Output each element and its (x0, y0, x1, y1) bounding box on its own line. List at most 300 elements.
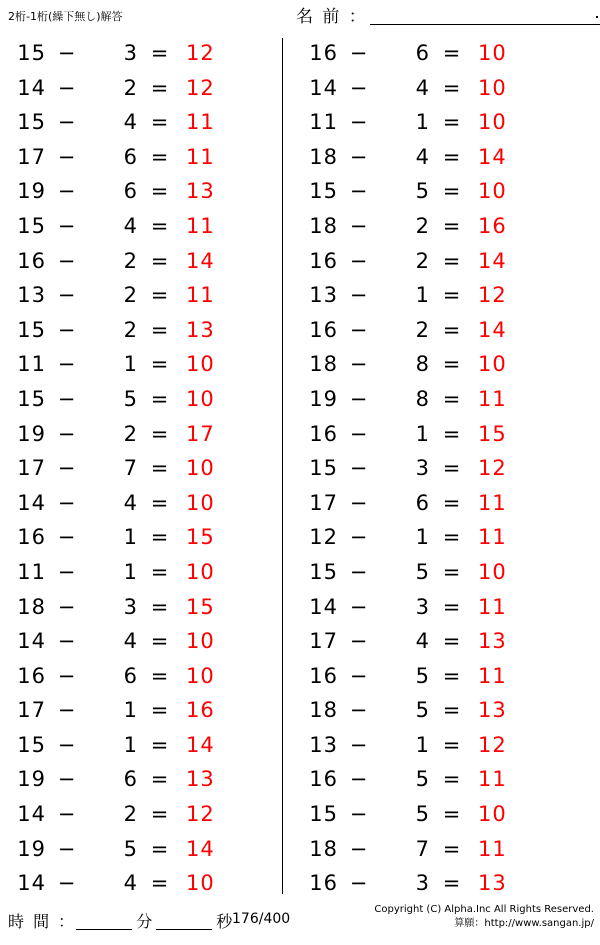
problem-row (0, 797, 282, 832)
minus-operator-icon: − (57, 421, 77, 446)
operand-second: 1 (415, 421, 430, 446)
equals-operator-icon: = (442, 456, 462, 481)
minus-operator-icon: − (57, 110, 77, 135)
equals-operator-icon: = (442, 352, 462, 377)
time-field-group (8, 909, 236, 932)
minus-operator-icon: − (57, 559, 77, 584)
operand-second: 7 (415, 836, 430, 861)
problem-row (292, 624, 574, 659)
answer-value[interactable]: 10 (478, 179, 507, 204)
problem-row (0, 174, 282, 209)
minus-operator-icon: − (349, 283, 369, 308)
operand-second: 3 (415, 456, 430, 481)
answer-value[interactable]: 11 (186, 144, 215, 169)
minus-operator-icon: − (57, 698, 77, 723)
answer-value[interactable]: 12 (478, 283, 507, 308)
minus-operator-icon: − (57, 179, 77, 204)
answer-value[interactable]: 12 (186, 802, 215, 827)
equals-operator-icon: = (442, 41, 462, 65)
equals-operator-icon: = (442, 490, 462, 515)
operand-first: 14 (17, 75, 46, 100)
minus-operator-icon: − (349, 836, 369, 861)
operand-first: 11 (309, 110, 338, 135)
equals-operator-icon: = (150, 525, 170, 550)
answer-value[interactable]: 14 (186, 248, 215, 273)
operand-first: 19 (17, 767, 46, 792)
equals-operator-icon: = (150, 179, 170, 204)
operand-first: 15 (17, 386, 46, 411)
operand-second: 4 (123, 629, 138, 654)
copyright-line-2: 算願：http://www.sangan.jp/ (454, 918, 594, 929)
problem-row (292, 278, 574, 313)
operand-second: 2 (123, 283, 138, 308)
problem-row (292, 417, 574, 452)
operand-first: 17 (309, 490, 338, 515)
answer-value[interactable]: 10 (186, 629, 215, 654)
operand-second: 5 (415, 802, 430, 827)
operand-first: 15 (309, 456, 338, 481)
operand-second: 5 (415, 663, 430, 688)
answer-value[interactable]: 12 (186, 75, 215, 100)
answer-value[interactable]: 11 (478, 767, 507, 792)
answer-value[interactable]: 10 (186, 663, 215, 688)
equals-operator-icon: = (442, 144, 462, 169)
problem-row (292, 347, 574, 382)
second-unit-label: 秒 (216, 912, 233, 931)
minus-operator-icon: − (349, 698, 369, 723)
answer-value[interactable]: 10 (186, 490, 215, 515)
operand-second: 5 (123, 836, 138, 861)
equals-operator-icon: = (150, 213, 170, 238)
operand-second: 6 (123, 663, 138, 688)
minus-operator-icon: − (349, 213, 369, 238)
equals-operator-icon: = (150, 802, 170, 827)
minus-operator-icon: − (349, 386, 369, 411)
minus-operator-icon: − (57, 75, 77, 100)
operand-second: 3 (415, 871, 430, 896)
equals-operator-icon: = (150, 767, 170, 792)
operand-second: 1 (415, 732, 430, 757)
problem-row (0, 451, 282, 486)
answer-value[interactable]: 10 (478, 75, 507, 100)
answer-value[interactable]: 10 (478, 352, 507, 377)
minus-operator-icon: − (57, 490, 77, 515)
operand-first: 15 (17, 317, 46, 342)
problem-row (292, 174, 574, 209)
operand-second: 1 (415, 283, 430, 308)
answer-value[interactable]: 13 (186, 179, 215, 204)
minus-operator-icon: − (57, 248, 77, 273)
equals-operator-icon: = (442, 317, 462, 342)
problem-row (292, 555, 574, 590)
answer-value[interactable]: 13 (478, 871, 507, 896)
minus-operator-icon: − (349, 490, 369, 515)
equals-operator-icon: = (150, 283, 170, 308)
operand-second: 3 (123, 41, 138, 65)
operand-first: 16 (309, 41, 338, 65)
operand-first: 15 (309, 802, 338, 827)
equals-operator-icon: = (150, 594, 170, 619)
equals-operator-icon: = (150, 732, 170, 757)
problem-row (292, 797, 574, 832)
answer-value[interactable]: 13 (478, 698, 507, 723)
minutes-input-line[interactable] (76, 912, 132, 930)
operand-first: 19 (17, 179, 46, 204)
equals-operator-icon: = (442, 283, 462, 308)
operand-second: 8 (415, 386, 430, 411)
minus-operator-icon: − (57, 213, 77, 238)
minus-operator-icon: − (57, 871, 77, 896)
operand-first: 18 (309, 698, 338, 723)
answer-value[interactable]: 16 (186, 698, 215, 723)
worksheet-header (0, 0, 600, 34)
problem-row (0, 278, 282, 313)
problem-row (0, 36, 282, 71)
minus-operator-icon: − (349, 871, 369, 896)
minus-operator-icon: − (349, 110, 369, 135)
equals-operator-icon: = (150, 110, 170, 135)
answer-value[interactable]: 14 (478, 317, 507, 342)
equals-operator-icon: = (442, 525, 462, 550)
answer-value[interactable]: 14 (478, 248, 507, 273)
minus-operator-icon: − (349, 767, 369, 792)
equals-operator-icon: = (442, 559, 462, 584)
operand-first: 17 (17, 698, 46, 723)
minus-operator-icon: − (349, 663, 369, 688)
operand-second: 1 (123, 732, 138, 757)
operand-second: 2 (123, 75, 138, 100)
operand-second: 4 (415, 144, 430, 169)
minus-operator-icon: − (57, 456, 77, 481)
equals-operator-icon: = (442, 75, 462, 100)
equals-operator-icon: = (442, 421, 462, 446)
problem-row (292, 209, 574, 244)
problem-row (0, 832, 282, 867)
problem-row (0, 659, 282, 694)
operand-first: 17 (309, 629, 338, 654)
problem-row (0, 590, 282, 625)
answer-value[interactable]: 14 (186, 732, 215, 757)
equals-operator-icon: = (150, 144, 170, 169)
operand-second: 2 (123, 248, 138, 273)
equals-operator-icon: = (150, 421, 170, 446)
operand-first: 16 (309, 871, 338, 896)
operand-second: 5 (123, 386, 138, 411)
equals-operator-icon: = (150, 629, 170, 654)
operand-first: 18 (309, 213, 338, 238)
operand-second: 1 (123, 698, 138, 723)
operand-first: 14 (17, 629, 46, 654)
worksheet-footer (0, 899, 600, 945)
operand-first: 19 (17, 421, 46, 446)
equals-operator-icon: = (442, 836, 462, 861)
problem-row (292, 486, 574, 521)
operand-first: 18 (309, 352, 338, 377)
operand-second: 3 (123, 594, 138, 619)
equals-operator-icon: = (442, 110, 462, 135)
operand-second: 1 (123, 525, 138, 550)
problem-row (0, 693, 282, 728)
name-input-line[interactable] (370, 5, 600, 25)
operand-first: 14 (309, 594, 338, 619)
operand-second: 6 (123, 144, 138, 169)
problem-row (0, 244, 282, 279)
answer-value[interactable]: 12 (478, 456, 507, 481)
operand-first: 16 (309, 317, 338, 342)
answer-value[interactable]: 12 (186, 41, 215, 65)
equals-operator-icon: = (150, 871, 170, 896)
problem-row (292, 866, 574, 901)
equals-operator-icon: = (150, 663, 170, 688)
problem-columns (0, 36, 600, 902)
operand-first: 15 (309, 559, 338, 584)
operand-first: 17 (17, 144, 46, 169)
answer-value[interactable]: 11 (478, 663, 507, 688)
equals-operator-icon: = (150, 352, 170, 377)
minus-operator-icon: − (349, 352, 369, 377)
operand-second: 4 (123, 490, 138, 515)
operand-first: 15 (17, 110, 46, 135)
problem-row (0, 762, 282, 797)
name-line-end-dot (596, 16, 598, 18)
equals-operator-icon: = (150, 248, 170, 273)
operand-first: 11 (17, 559, 46, 584)
operand-first: 14 (17, 871, 46, 896)
operand-first: 15 (17, 732, 46, 757)
answer-value[interactable]: 10 (186, 386, 215, 411)
answer-value[interactable]: 15 (186, 525, 215, 550)
equals-operator-icon: = (442, 767, 462, 792)
problem-row (292, 36, 574, 71)
problem-row (0, 313, 282, 348)
minus-operator-icon: − (349, 248, 369, 273)
name-label: 名 前 ： (296, 7, 368, 27)
operand-second: 4 (123, 871, 138, 896)
operand-first: 16 (17, 248, 46, 273)
answer-value[interactable]: 11 (478, 490, 507, 515)
answer-value[interactable]: 15 (478, 421, 507, 446)
answer-value[interactable]: 10 (186, 559, 215, 584)
problem-row (0, 486, 282, 521)
answer-value[interactable]: 10 (478, 559, 507, 584)
operand-first: 16 (17, 663, 46, 688)
operand-second: 2 (123, 802, 138, 827)
column-divider (282, 38, 283, 894)
answer-value[interactable]: 10 (186, 456, 215, 481)
operand-second: 2 (415, 248, 430, 273)
minus-operator-icon: − (57, 802, 77, 827)
equals-operator-icon: = (442, 663, 462, 688)
answer-value[interactable]: 13 (186, 317, 215, 342)
answer-value[interactable]: 11 (186, 213, 215, 238)
answer-value[interactable]: 14 (186, 836, 215, 861)
problem-row (0, 209, 282, 244)
operand-second: 5 (415, 179, 430, 204)
equals-operator-icon: = (442, 179, 462, 204)
minus-operator-icon: − (349, 594, 369, 619)
operand-first: 17 (17, 456, 46, 481)
problem-row (292, 659, 574, 694)
operand-first: 16 (309, 248, 338, 273)
answer-value[interactable]: 11 (186, 283, 215, 308)
minus-operator-icon: − (349, 732, 369, 757)
problem-row (292, 244, 574, 279)
answer-value[interactable]: 10 (186, 352, 215, 377)
operand-second: 5 (415, 767, 430, 792)
operand-second: 5 (415, 698, 430, 723)
minus-operator-icon: − (57, 732, 77, 757)
equals-operator-icon: = (150, 386, 170, 411)
operand-second: 4 (415, 629, 430, 654)
operand-second: 2 (415, 317, 430, 342)
equals-operator-icon: = (442, 698, 462, 723)
operand-second: 3 (415, 594, 430, 619)
answer-value[interactable]: 13 (186, 767, 215, 792)
problem-row (0, 728, 282, 763)
operand-second: 6 (415, 490, 430, 515)
operand-first: 18 (309, 836, 338, 861)
problem-row (0, 347, 282, 382)
operand-first: 15 (309, 179, 338, 204)
problem-column-left (0, 36, 282, 901)
minus-operator-icon: − (349, 629, 369, 654)
name-field-group (296, 2, 600, 27)
operand-second: 2 (123, 317, 138, 342)
answer-value[interactable]: 10 (186, 871, 215, 896)
operand-second: 1 (415, 110, 430, 135)
operand-second: 6 (123, 179, 138, 204)
problem-row (0, 866, 282, 901)
answer-value[interactable]: 12 (478, 732, 507, 757)
page-number: 176/400 (232, 911, 291, 927)
problem-row (292, 451, 574, 486)
minus-operator-icon: − (57, 41, 77, 65)
minus-operator-icon: − (57, 629, 77, 654)
answer-value[interactable]: 10 (478, 802, 507, 827)
operand-second: 4 (123, 213, 138, 238)
equals-operator-icon: = (442, 802, 462, 827)
equals-operator-icon: = (150, 698, 170, 723)
operand-second: 4 (415, 75, 430, 100)
minute-unit-label: 分 (136, 912, 153, 931)
problem-row (292, 520, 574, 555)
problem-row (0, 71, 282, 106)
problem-row (292, 382, 574, 417)
answer-value[interactable]: 17 (186, 421, 215, 446)
answer-value[interactable]: 11 (186, 110, 215, 135)
operand-first: 12 (309, 525, 338, 550)
answer-value[interactable]: 11 (478, 386, 507, 411)
answer-value[interactable]: 16 (478, 213, 507, 238)
minus-operator-icon: − (57, 525, 77, 550)
equals-operator-icon: = (442, 386, 462, 411)
minus-operator-icon: − (349, 525, 369, 550)
equals-operator-icon: = (442, 213, 462, 238)
equals-operator-icon: = (150, 456, 170, 481)
operand-first: 13 (17, 283, 46, 308)
answer-value[interactable]: 13 (478, 629, 507, 654)
operand-first: 18 (309, 144, 338, 169)
operand-first: 13 (309, 283, 338, 308)
problem-row (292, 728, 574, 763)
operand-first: 11 (17, 352, 46, 377)
operand-first: 18 (17, 594, 46, 619)
minus-operator-icon: − (57, 352, 77, 377)
problem-row (292, 105, 574, 140)
minus-operator-icon: − (57, 663, 77, 688)
problem-row (0, 382, 282, 417)
operand-second: 6 (415, 41, 430, 65)
problem-row (292, 762, 574, 797)
minus-operator-icon: − (349, 179, 369, 204)
minus-operator-icon: − (349, 75, 369, 100)
operand-first: 16 (309, 767, 338, 792)
minus-operator-icon: − (349, 421, 369, 446)
operand-first: 19 (17, 836, 46, 861)
minus-operator-icon: − (349, 317, 369, 342)
minus-operator-icon: − (57, 144, 77, 169)
problem-row (0, 520, 282, 555)
equals-operator-icon: = (442, 248, 462, 273)
operand-second: 7 (123, 456, 138, 481)
equals-operator-icon: = (150, 490, 170, 515)
operand-second: 5 (415, 559, 430, 584)
operand-second: 1 (123, 559, 138, 584)
time-label: 時 間 ： (8, 912, 77, 931)
minus-operator-icon: − (57, 317, 77, 342)
operand-second: 1 (415, 525, 430, 550)
answer-value[interactable]: 10 (478, 110, 507, 135)
problem-row (292, 590, 574, 625)
answer-value[interactable]: 11 (478, 525, 507, 550)
problem-row (0, 105, 282, 140)
equals-operator-icon: = (442, 871, 462, 896)
operand-second: 8 (415, 352, 430, 377)
operand-first: 16 (17, 525, 46, 550)
answer-value[interactable]: 11 (478, 836, 507, 861)
problem-row (292, 71, 574, 106)
answer-value[interactable]: 15 (186, 594, 215, 619)
equals-operator-icon: = (442, 629, 462, 654)
minus-operator-icon: − (349, 456, 369, 481)
problem-row (0, 140, 282, 175)
operand-second: 1 (123, 352, 138, 377)
answer-value[interactable]: 14 (478, 144, 507, 169)
minus-operator-icon: − (349, 144, 369, 169)
problem-row (0, 417, 282, 452)
seconds-input-line[interactable] (156, 912, 212, 930)
minus-operator-icon: − (57, 283, 77, 308)
answer-value[interactable]: 10 (478, 41, 507, 65)
equals-operator-icon: = (150, 41, 170, 65)
problem-row (292, 140, 574, 175)
minus-operator-icon: − (57, 767, 77, 792)
operand-first: 14 (17, 802, 46, 827)
operand-second: 2 (123, 421, 138, 446)
minus-operator-icon: − (57, 594, 77, 619)
operand-first: 19 (309, 386, 338, 411)
minus-operator-icon: − (57, 386, 77, 411)
problem-column-right (292, 36, 574, 901)
answer-value[interactable]: 11 (478, 594, 507, 619)
minus-operator-icon: − (349, 559, 369, 584)
operand-first: 13 (309, 732, 338, 757)
copyright-line-1: Copyright (C) Alpha.Inc All Rights Reserved. (374, 904, 594, 915)
operand-first: 16 (309, 421, 338, 446)
copyright-notice (374, 903, 594, 931)
equals-operator-icon: = (150, 836, 170, 861)
operand-first: 15 (17, 41, 46, 65)
